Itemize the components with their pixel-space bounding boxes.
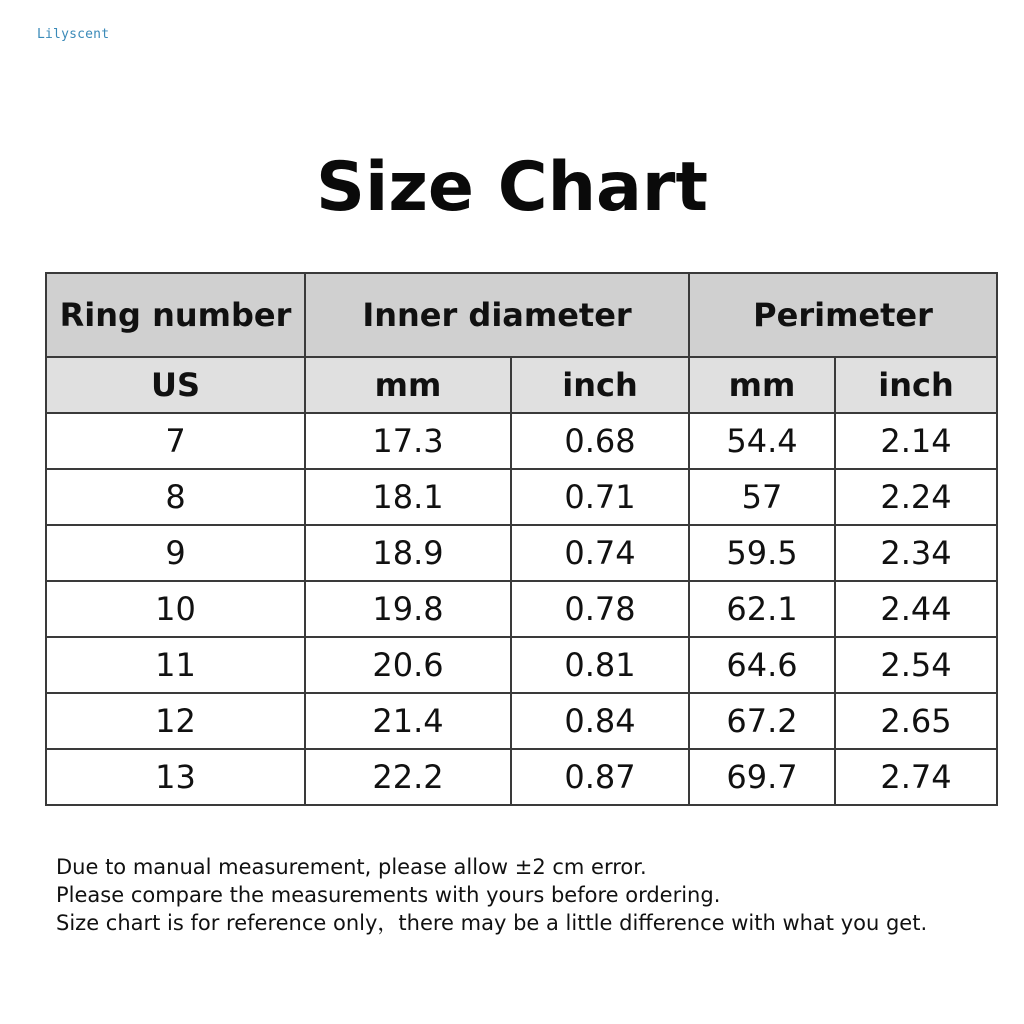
- cell-perimeter-mm: 54.4: [689, 413, 835, 469]
- table-row: [46, 637, 997, 693]
- cell-inner-mm: 20.6: [305, 637, 511, 693]
- cell-perimeter-inch: 2.65: [835, 693, 997, 749]
- subheader-inner-mm: mm: [305, 357, 511, 413]
- cell-inner-inch: 0.84: [511, 693, 689, 749]
- subheader-perimeter-mm: mm: [689, 357, 835, 413]
- header-perimeter: Perimeter: [689, 273, 997, 357]
- cell-inner-inch: 0.71: [511, 469, 689, 525]
- cell-inner-inch: 0.68: [511, 413, 689, 469]
- header-ring-number: Ring number: [46, 273, 305, 357]
- table-row: [46, 469, 997, 525]
- cell-inner-mm: 18.9: [305, 525, 511, 581]
- table-row: [46, 581, 997, 637]
- subheader-perimeter-inch: inch: [835, 357, 997, 413]
- cell-perimeter-mm: 69.7: [689, 749, 835, 805]
- cell-inner-inch: 0.81: [511, 637, 689, 693]
- cell-perimeter-mm: 67.2: [689, 693, 835, 749]
- cell-perimeter-inch: 2.34: [835, 525, 997, 581]
- cell-perimeter-inch: 2.54: [835, 637, 997, 693]
- cell-size-us: 7: [46, 413, 305, 469]
- note-line: Due to manual measurement, please allow ±2 cm error.: [56, 855, 647, 879]
- cell-inner-mm: 22.2: [305, 749, 511, 805]
- table-group-header-row: [46, 273, 997, 357]
- cell-size-us: 9: [46, 525, 305, 581]
- note-line: Size chart is for reference only，there may be a little difference with what you get.: [56, 911, 928, 935]
- cell-inner-mm: 21.4: [305, 693, 511, 749]
- cell-inner-mm: 17.3: [305, 413, 511, 469]
- notes: [56, 853, 996, 937]
- cell-perimeter-inch: 2.14: [835, 413, 997, 469]
- cell-inner-mm: 19.8: [305, 581, 511, 637]
- table-row: [46, 749, 997, 805]
- cell-size-us: 11: [46, 637, 305, 693]
- cell-perimeter-inch: 2.24: [835, 469, 997, 525]
- cell-perimeter-mm: 62.1: [689, 581, 835, 637]
- table-row: [46, 693, 997, 749]
- cell-size-us: 8: [46, 469, 305, 525]
- header-inner-diameter: Inner diameter: [305, 273, 689, 357]
- cell-size-us: 13: [46, 749, 305, 805]
- cell-perimeter-inch: 2.74: [835, 749, 997, 805]
- cell-perimeter-mm: 64.6: [689, 637, 835, 693]
- size-table: [45, 272, 998, 806]
- table-row: [46, 413, 997, 469]
- table-row: [46, 525, 997, 581]
- cell-perimeter-mm: 59.5: [689, 525, 835, 581]
- cell-size-us: 12: [46, 693, 305, 749]
- note-line: Please compare the measurements with yours before ordering.: [56, 883, 721, 907]
- brand-watermark: Lilyscent: [37, 27, 110, 42]
- cell-size-us: 10: [46, 581, 305, 637]
- table-unit-header-row: [46, 357, 997, 413]
- cell-inner-inch: 0.74: [511, 525, 689, 581]
- cell-inner-inch: 0.87: [511, 749, 689, 805]
- subheader-us: US: [46, 357, 305, 413]
- page-title: Size Chart: [316, 148, 708, 227]
- cell-inner-mm: 18.1: [305, 469, 511, 525]
- subheader-inner-inch: inch: [511, 357, 689, 413]
- cell-inner-inch: 0.78: [511, 581, 689, 637]
- cell-perimeter-mm: 57: [689, 469, 835, 525]
- cell-perimeter-inch: 2.44: [835, 581, 997, 637]
